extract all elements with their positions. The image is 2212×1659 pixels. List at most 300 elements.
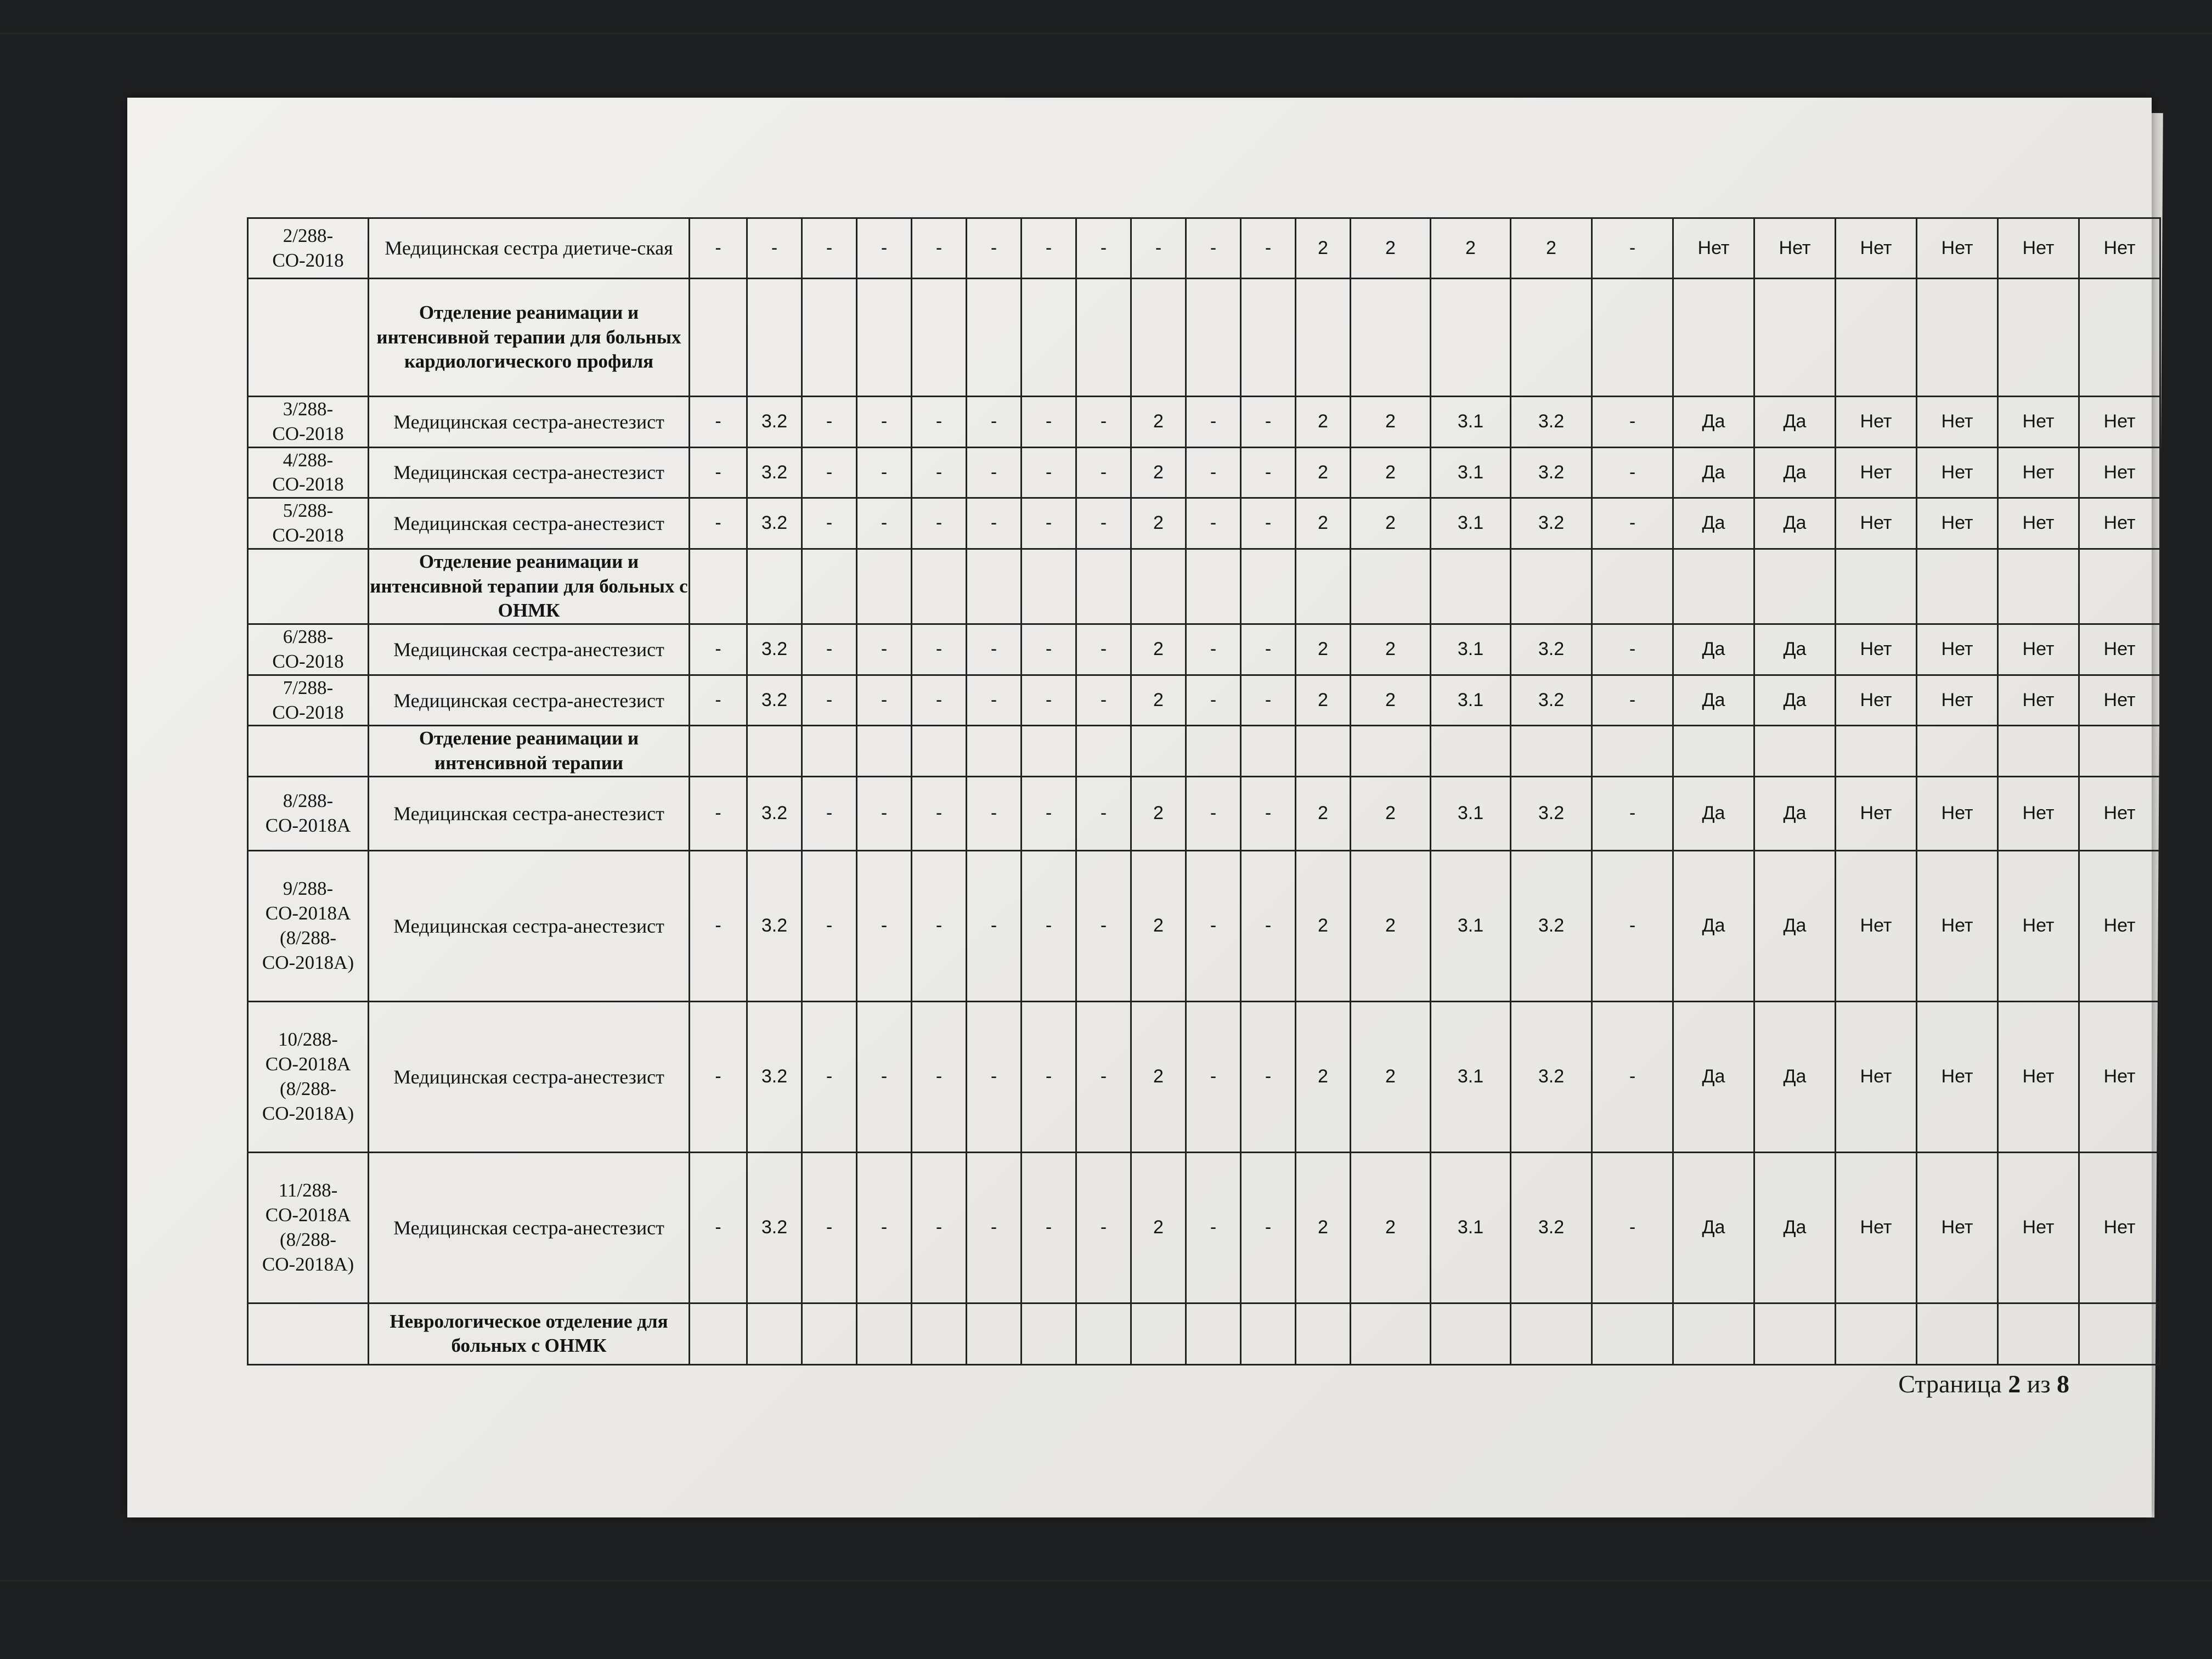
table-row [248,850,2160,1001]
value-cell: 2 [1131,447,1186,498]
value-cell: 2 [1351,776,1431,850]
value-cell: - [857,624,912,675]
value-cell: - [1186,397,1241,448]
value-cell [1076,549,1131,624]
value-cell: 3.2 [747,397,802,448]
value-cell: 2 [1351,675,1431,726]
value-cell: Нет [1836,1001,1917,1152]
table-row [248,218,2160,279]
workplace-number-cell [248,279,369,397]
value-cell [802,549,857,624]
value-cell [1076,726,1131,777]
value-cell: Да [1754,498,1836,549]
value-cell: Нет [1917,776,1998,850]
value-cell [802,1303,857,1364]
position-name-cell: Медицинская сестра-анестезист [369,1152,690,1303]
value-cell: - [1076,1001,1131,1152]
value-cell: - [967,1001,1022,1152]
value-cell [1836,1303,1917,1364]
value-cell [690,726,747,777]
value-cell: 3.2 [1511,397,1592,448]
value-cell [1186,549,1241,624]
value-cell: Да [1754,776,1836,850]
value-cell: 2 [1296,675,1351,726]
value-cell [1511,279,1592,397]
value-cell [690,279,747,397]
page-total: 8 [2057,1370,2069,1398]
workplace-number-cell: 6/288-СО-2018 [248,624,369,675]
section-heading: Отделение реанимации и интенсивной терапии для больных кардиологического профиля [369,279,690,397]
value-cell: - [1241,397,1296,448]
value-cell: 3.2 [747,1001,802,1152]
value-cell: - [802,624,857,675]
value-cell: 3.2 [747,1152,802,1303]
value-cell: - [1241,498,1296,549]
value-cell: - [967,776,1022,850]
value-cell: - [967,397,1022,448]
value-cell: 2 [1296,397,1351,448]
value-cell: - [802,447,857,498]
page-footer [1872,1369,2069,1398]
value-cell: - [1592,624,1673,675]
value-cell: 3.2 [1511,498,1592,549]
value-cell: Да [1673,624,1754,675]
value-cell [967,549,1022,624]
value-cell: 2 [1296,1001,1351,1152]
value-cell: 2 [1131,397,1186,448]
value-cell: 3.1 [1431,776,1511,850]
value-cell: - [1076,498,1131,549]
value-cell: 2 [1131,776,1186,850]
value-cell [967,1303,1022,1364]
value-cell [967,279,1022,397]
value-cell: 3.2 [747,498,802,549]
workplace-number-cell: 3/288-СО-2018 [248,397,369,448]
value-cell: 2 [1296,447,1351,498]
value-cell: - [857,1152,912,1303]
table-row [248,1152,2160,1303]
value-cell: - [1076,850,1131,1001]
page-separator: из [2021,1370,2057,1398]
value-cell: Нет [1836,1152,1917,1303]
value-cell: Нет [2079,1001,2160,1152]
value-cell: 2 [1351,397,1431,448]
value-cell: - [912,624,967,675]
workplace-number-cell [248,549,369,624]
value-cell: - [690,397,747,448]
position-name-cell: Медицинская сестра-анестезист [369,675,690,726]
workplace-number-cell: 5/288-СО-2018 [248,498,369,549]
value-cell: 2 [1296,850,1351,1001]
value-cell: Нет [1917,1001,1998,1152]
value-cell: Нет [2079,1152,2160,1303]
value-cell: - [1592,447,1673,498]
value-cell: 3.2 [1511,1001,1592,1152]
value-cell: - [1241,624,1296,675]
value-cell: - [912,850,967,1001]
value-cell: Нет [1673,218,1754,279]
value-cell: - [1131,218,1186,279]
value-cell [1131,726,1186,777]
section-row [248,726,2160,777]
value-cell: - [1022,447,1076,498]
value-cell: Нет [1998,1152,2079,1303]
value-cell [2079,279,2160,397]
value-cell [1592,549,1673,624]
value-cell: - [802,1152,857,1303]
value-cell [857,279,912,397]
value-cell: - [1022,776,1076,850]
value-cell: Да [1754,624,1836,675]
desk-surface [0,33,2212,35]
workplace-number-cell: 10/288-СО-2018А (8/288-СО-2018А) [248,1001,369,1152]
table-row [248,498,2160,549]
value-cell: - [802,498,857,549]
value-cell [690,549,747,624]
value-cell: - [1592,397,1673,448]
section-row [248,279,2160,397]
value-cell: 3.1 [1431,850,1511,1001]
value-cell [857,726,912,777]
value-cell: - [1186,1001,1241,1152]
table-row [248,397,2160,448]
value-cell [1131,1303,1186,1364]
position-name-cell: Медицинская сестра-анестезист [369,850,690,1001]
value-cell: Нет [1998,397,2079,448]
value-cell: - [690,447,747,498]
value-cell [690,1303,747,1364]
value-cell [1917,726,1998,777]
value-cell: 2 [1296,1152,1351,1303]
value-cell: - [1186,624,1241,675]
value-cell: 2 [1351,447,1431,498]
value-cell: - [1592,850,1673,1001]
value-cell: 2 [1131,1152,1186,1303]
staffing-table [247,217,2161,1365]
value-cell [1836,549,1917,624]
section-row [248,1303,2160,1364]
value-cell: - [690,624,747,675]
value-cell: - [1186,850,1241,1001]
value-cell [1241,279,1296,397]
value-cell [1754,279,1836,397]
value-cell [1076,1303,1131,1364]
position-name-cell: Медицинская сестра-анестезист [369,776,690,850]
value-cell [912,726,967,777]
value-cell: Нет [1998,850,2079,1001]
value-cell: 2 [1351,1152,1431,1303]
value-cell [1022,726,1076,777]
value-cell: - [967,850,1022,1001]
value-cell: - [1076,675,1131,726]
value-cell [1131,549,1186,624]
value-cell: 2 [1351,624,1431,675]
workplace-number-cell: 4/288-СО-2018 [248,447,369,498]
value-cell: - [967,447,1022,498]
value-cell: - [802,776,857,850]
value-cell: Нет [1998,447,2079,498]
value-cell: - [1241,1001,1296,1152]
value-cell: - [1076,397,1131,448]
value-cell [1351,279,1431,397]
value-cell: Да [1754,1152,1836,1303]
value-cell [1673,549,1754,624]
value-cell: - [1186,1152,1241,1303]
value-cell: - [912,218,967,279]
value-cell [912,1303,967,1364]
value-cell: - [857,1001,912,1152]
page-number: 2 [2008,1370,2021,1398]
value-cell: 3.1 [1431,1001,1511,1152]
value-cell: Да [1673,498,1754,549]
value-cell: - [1022,1001,1076,1152]
value-cell: 3.1 [1431,624,1511,675]
value-cell: Да [1754,447,1836,498]
value-cell [1917,1303,1998,1364]
value-cell: Да [1673,1152,1754,1303]
value-cell: - [1241,850,1296,1001]
value-cell: - [1022,1152,1076,1303]
section-heading: Отделение реанимации и интенсивной терапии для больных с ОНМК [369,549,690,624]
value-cell: Нет [2079,397,2160,448]
value-cell: 3.2 [747,776,802,850]
value-cell: 2 [1351,218,1431,279]
value-cell [1431,549,1511,624]
value-cell: - [1592,776,1673,850]
value-cell: - [1186,447,1241,498]
value-cell: 3.1 [1431,675,1511,726]
workplace-number-cell [248,726,369,777]
value-cell: 3.1 [1431,1152,1511,1303]
value-cell: Нет [1917,447,1998,498]
value-cell [1131,279,1186,397]
value-cell: Нет [1754,218,1836,279]
value-cell: - [1592,1152,1673,1303]
value-cell: - [912,675,967,726]
value-cell: - [690,1001,747,1152]
value-cell: - [1592,498,1673,549]
value-cell: Да [1673,1001,1754,1152]
value-cell: 2 [1131,675,1186,726]
value-cell: - [967,498,1022,549]
value-cell: - [690,776,747,850]
table-row [248,675,2160,726]
value-cell: Нет [2079,447,2160,498]
value-cell: Нет [1998,776,2079,850]
value-cell [1592,279,1673,397]
value-cell: - [690,850,747,1001]
value-cell: Нет [1836,447,1917,498]
value-cell: 2 [1131,1001,1186,1152]
value-cell: - [690,498,747,549]
value-cell: 3.2 [1511,447,1592,498]
value-cell: - [1241,218,1296,279]
value-cell: 3.1 [1431,498,1511,549]
value-cell: - [690,675,747,726]
value-cell: 3.1 [1431,447,1511,498]
value-cell: 3.2 [747,675,802,726]
section-heading: Отделение реанимации и интенсивной терапии [369,726,690,777]
value-cell: - [912,447,967,498]
table-row [248,447,2160,498]
value-cell: Нет [1917,498,1998,549]
value-cell [1511,726,1592,777]
workplace-number-cell: 9/288-СО-2018А (8/288-СО-2018А) [248,850,369,1001]
value-cell: Нет [2079,624,2160,675]
value-cell: Нет [1917,397,1998,448]
workplace-number-cell [248,1303,369,1364]
value-cell: Нет [1998,675,2079,726]
section-heading: Неврологическое отделение для больных с ОНМК [369,1303,690,1364]
value-cell: - [857,850,912,1001]
value-cell: - [1186,675,1241,726]
value-cell [1917,549,1998,624]
value-cell: Нет [1836,675,1917,726]
value-cell: 2 [1296,498,1351,549]
value-cell: 2 [1351,498,1431,549]
value-cell: - [1022,218,1076,279]
value-cell: Нет [1917,675,1998,726]
value-cell: 2 [1131,850,1186,1001]
value-cell: 3.2 [1511,850,1592,1001]
value-cell: Нет [1917,218,1998,279]
value-cell: Да [1754,850,1836,1001]
value-cell [1673,726,1754,777]
value-cell [747,549,802,624]
value-cell: - [1592,675,1673,726]
value-cell: - [1241,675,1296,726]
value-cell: Да [1754,1001,1836,1152]
value-cell: - [802,218,857,279]
value-cell: - [1241,447,1296,498]
value-cell: Нет [2079,498,2160,549]
workplace-number-cell: 11/288-СО-2018А (8/288-СО-2018А) [248,1152,369,1303]
value-cell: Нет [1836,850,1917,1001]
value-cell [1296,726,1351,777]
value-cell: 3.2 [1511,624,1592,675]
value-cell: 3.2 [747,624,802,675]
value-cell: Нет [1917,850,1998,1001]
value-cell [1241,549,1296,624]
value-cell [2079,549,2160,624]
value-cell [1186,279,1241,397]
value-cell [2079,1303,2160,1364]
workplace-number-cell: 2/288-СО-2018 [248,218,369,279]
value-cell: Нет [1836,624,1917,675]
value-cell: Нет [1836,776,1917,850]
value-cell: - [802,397,857,448]
value-cell: 3.2 [1511,675,1592,726]
value-cell: - [967,675,1022,726]
value-cell [1351,1303,1431,1364]
value-cell: Да [1673,675,1754,726]
value-cell [1673,279,1754,397]
value-cell: Да [1754,675,1836,726]
value-cell [1431,726,1511,777]
value-cell: - [1076,776,1131,850]
value-cell: - [857,776,912,850]
value-cell: - [857,397,912,448]
value-cell: Нет [1836,498,1917,549]
value-cell [802,726,857,777]
value-cell: Нет [2079,850,2160,1001]
value-cell: 2 [1296,218,1351,279]
value-cell: - [967,1152,1022,1303]
value-cell: - [967,624,1022,675]
value-cell [1296,279,1351,397]
value-cell: 2 [1131,624,1186,675]
value-cell [1351,726,1431,777]
value-cell [1754,726,1836,777]
value-cell: - [857,447,912,498]
position-name-cell: Медицинская сестра-анестезист [369,624,690,675]
value-cell [1022,1303,1076,1364]
value-cell: - [912,1152,967,1303]
value-cell: - [1186,776,1241,850]
value-cell [1998,279,2079,397]
value-cell [1673,1303,1754,1364]
value-cell [1431,1303,1511,1364]
value-cell: Да [1673,447,1754,498]
value-cell: - [857,218,912,279]
value-cell [1998,726,2079,777]
value-cell: - [912,1001,967,1152]
value-cell [857,549,912,624]
value-cell: - [912,776,967,850]
value-cell: - [1076,447,1131,498]
value-cell [1022,549,1076,624]
value-cell [1296,549,1351,624]
value-cell: - [1076,218,1131,279]
value-cell: - [802,1001,857,1152]
value-cell: 3.1 [1431,397,1511,448]
value-cell: Нет [1998,498,2079,549]
value-cell [1998,549,2079,624]
value-cell: - [1592,1001,1673,1152]
value-cell [1592,726,1673,777]
value-cell [747,726,802,777]
value-cell: Да [1673,776,1754,850]
value-cell [1022,279,1076,397]
value-cell: - [1241,1152,1296,1303]
value-cell: 2 [1131,498,1186,549]
value-cell: - [1022,675,1076,726]
value-cell [1351,549,1431,624]
value-cell: - [967,218,1022,279]
value-cell: 3.2 [1511,776,1592,850]
workplace-number-cell: 7/288-СО-2018 [248,675,369,726]
value-cell: 2 [1511,218,1592,279]
value-cell: - [1022,850,1076,1001]
value-cell [1186,1303,1241,1364]
value-cell: 3.2 [747,447,802,498]
value-cell: - [912,498,967,549]
value-cell: 2 [1296,624,1351,675]
value-cell: Нет [1836,218,1917,279]
value-cell: - [1076,1152,1131,1303]
value-cell: 2 [1351,1001,1431,1152]
value-cell: 3.2 [747,850,802,1001]
value-cell: - [1076,624,1131,675]
value-cell [1431,279,1511,397]
value-cell: Нет [2079,218,2160,279]
value-cell: Нет [1998,218,2079,279]
value-cell: - [1186,498,1241,549]
value-cell: - [802,850,857,1001]
value-cell: Нет [2079,675,2160,726]
page-label: Страница [1898,1370,2008,1398]
position-name-cell: Медицинская сестра-анестезист [369,447,690,498]
